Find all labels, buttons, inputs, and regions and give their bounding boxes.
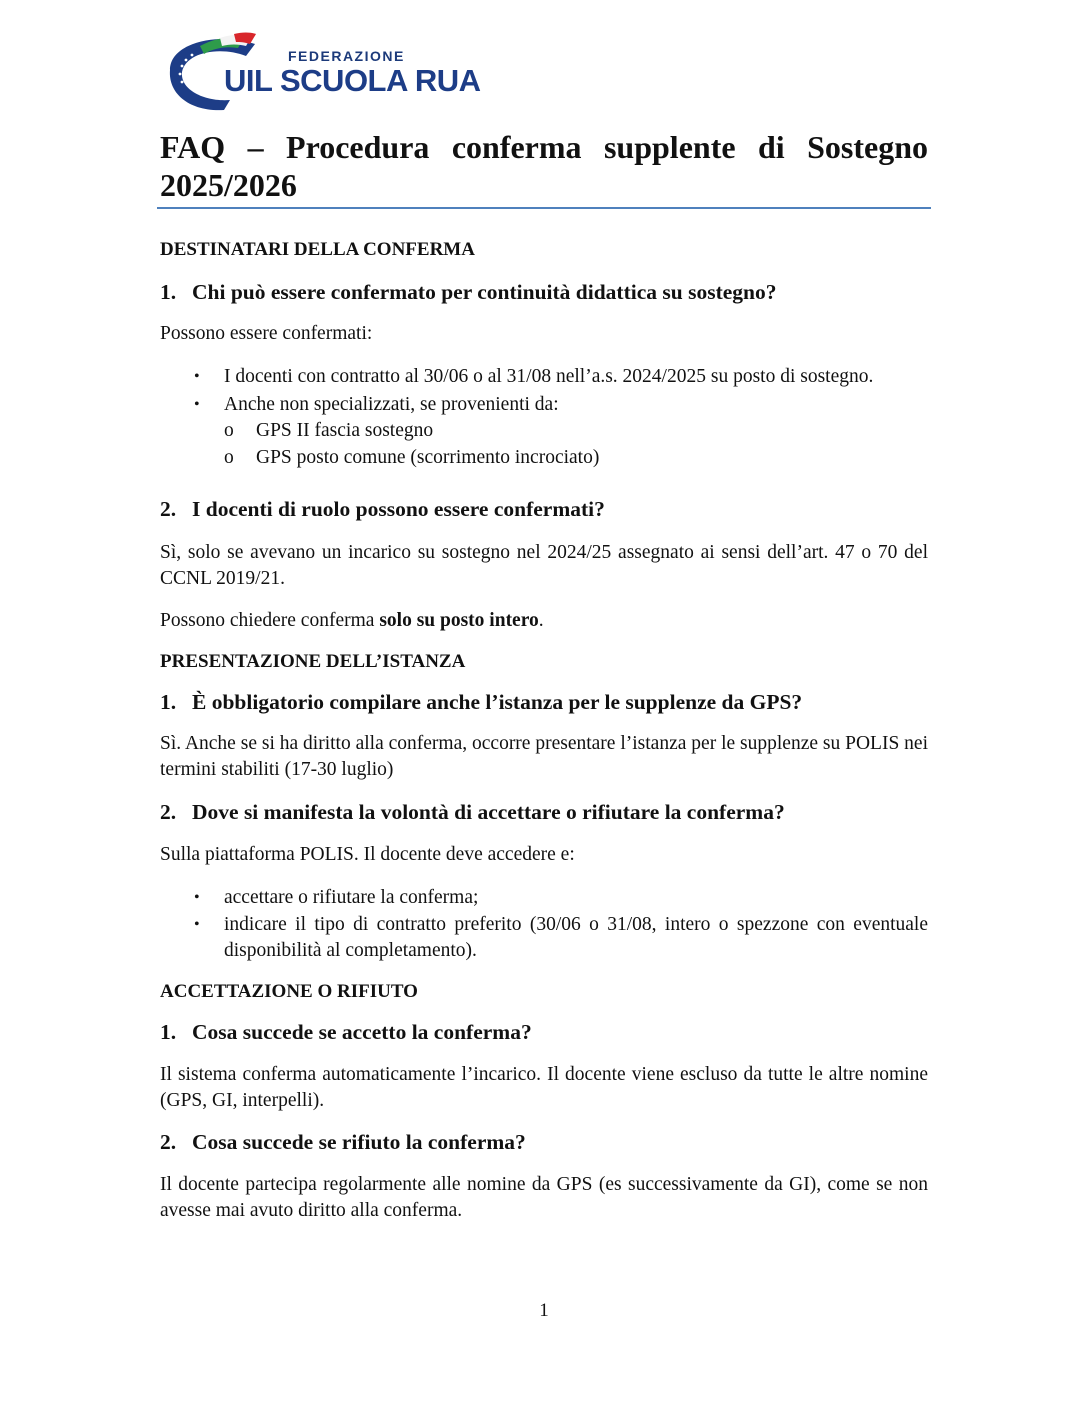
list-item-text: accettare o rifiutare la conferma;	[224, 887, 479, 908]
bullet-icon: •	[194, 396, 200, 413]
faq-question	[160, 800, 928, 825]
faq-answer: Sì, solo se avevano un incarico su sostegno nel 2024/25 assegnato ai sensi dell’art. 47 o 70 del CCNL 2019/21.	[160, 542, 928, 589]
faq-answer-intro: Possono essere confermati:	[160, 323, 373, 344]
faq-answer: Sì. Anche se si ha diritto alla conferma, occorre presentare l’istanza per le supplenze su POLIS nei termini stabiliti (17-30 luglio)	[160, 733, 928, 780]
faq-answer-note	[160, 608, 928, 634]
question-text: È obbligatorio compilare anche l’istanza per le supplenze da GPS?	[192, 690, 803, 714]
question-number: 2.	[160, 497, 177, 521]
answer-note-end: .	[538, 610, 544, 631]
sub-list-item-text: GPS II fascia sostegno	[256, 420, 434, 441]
question-number: 1.	[160, 1020, 177, 1044]
logo-federazione-text: FEDERAZIONE	[288, 48, 405, 64]
question-text: Dove si manifesta la volontà di accettare o rifiutare la conferma?	[192, 800, 785, 824]
sub-list-item-text: GPS posto comune (scorrimento incrociato)	[256, 447, 600, 468]
sub-bullet-icon: o	[224, 447, 234, 468]
list-item-text: indicare il tipo di contratto preferito (30/06 o 31/08, intero o spezzone con eventuale disponibilità al completamento).	[224, 914, 928, 961]
question-text: Chi può essere confermato per continuità didattica su sostegno?	[192, 280, 777, 304]
faq-question	[160, 1130, 928, 1155]
sub-bullet-icon: o	[224, 420, 234, 441]
faq-answer-intro: Sulla piattaforma POLIS. Il docente deve accedere e:	[160, 844, 575, 865]
uil-scuola-rua-logo	[160, 30, 481, 112]
list-item-text: I docenti con contratto al 30/06 o al 31/08 nell’a.s. 2024/2025 su posto di sostegno.	[224, 366, 874, 387]
faq-answer: Il docente partecipa regolarmente alle nomine da GPS (es successivamente da GI), come se non avesse mai avuto diritto alla conferma.	[160, 1174, 928, 1221]
question-number: 2.	[160, 1130, 177, 1154]
bullet-icon: •	[194, 368, 200, 385]
section-heading-presentazione: PRESENTAZIONE DELL’ISTANZA	[160, 651, 466, 672]
faq-question	[160, 690, 928, 715]
page-title: FAQ – Procedura conferma supplente di Sostegno 2025/2026	[160, 129, 928, 203]
page-number: 1	[539, 1300, 549, 1321]
question-number: 1.	[160, 690, 177, 714]
logo-name-text: UIL SCUOLA RUA	[224, 63, 481, 98]
bullet-icon: •	[194, 916, 200, 933]
faq-answer: Il sistema conferma automaticamente l’incarico. Il docente viene escluso da tutte le altre nomine (GPS, GI, interpelli).	[160, 1064, 928, 1111]
question-text: I docenti di ruolo possono essere confermati?	[192, 497, 605, 521]
title-underline	[157, 207, 931, 209]
list-item-text: Anche non specializzati, se provenienti da:	[224, 394, 559, 415]
faq-question	[160, 1020, 928, 1045]
question-text: Cosa succede se accetto la conferma?	[192, 1020, 532, 1044]
answer-note-bold: solo su posto intero	[379, 610, 539, 631]
faq-question	[160, 280, 928, 305]
faq-question	[160, 497, 928, 522]
section-heading-destinatari: DESTINATARI DELLA CONFERMA	[160, 239, 475, 260]
question-text: Cosa succede se rifiuto la conferma?	[192, 1130, 526, 1154]
question-number: 2.	[160, 800, 177, 824]
section-heading-accettazione: ACCETTAZIONE O RIFIUTO	[160, 981, 418, 1002]
bullet-icon: •	[194, 889, 200, 906]
question-number: 1.	[160, 280, 177, 304]
answer-note-text: Possono chiedere conferma	[160, 610, 380, 631]
